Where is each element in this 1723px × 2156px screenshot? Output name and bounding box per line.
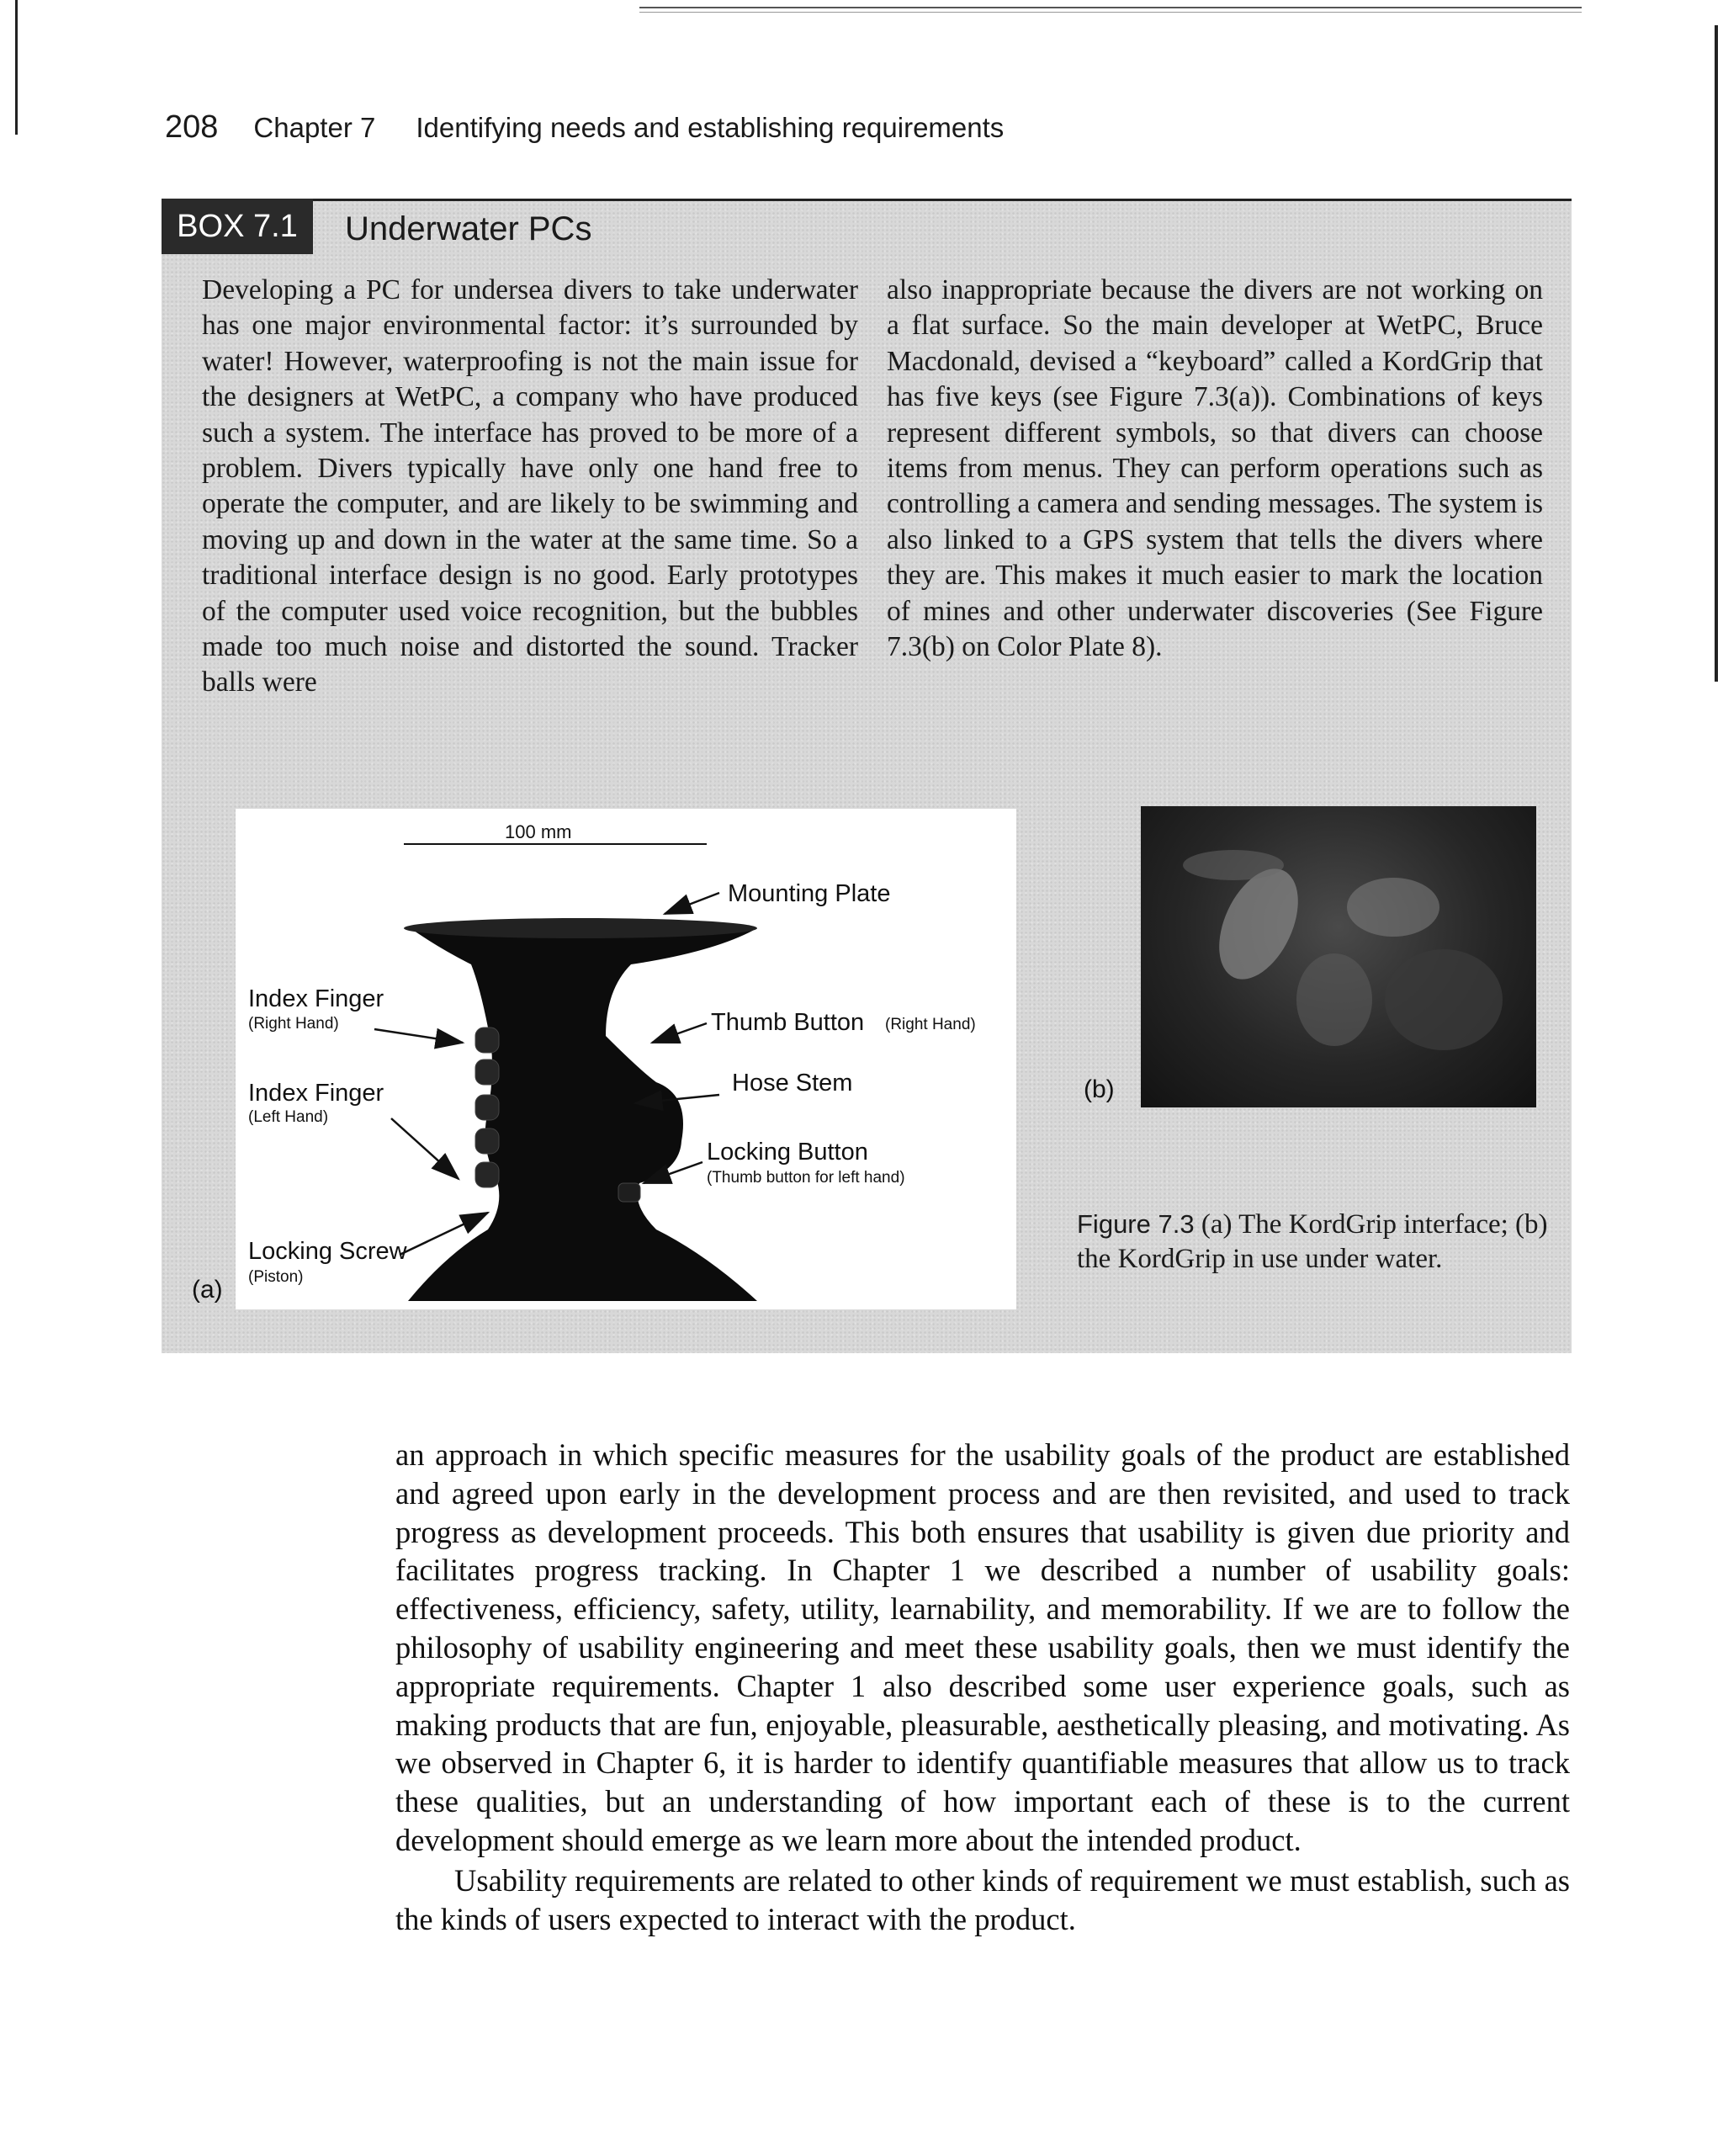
label-thumb-button-sub: (Right Hand) — [885, 1016, 976, 1033]
body-paragraph-2: Usability requirements are related to other kinds of requirement we must establish, such as the kinds of users expected to interact with the product. — [395, 1862, 1570, 1936]
panel-label-a: (a) — [192, 1276, 223, 1304]
kordgrip-drawing — [236, 809, 1016, 1309]
top-rule-thin — [639, 12, 1582, 13]
box-title: Underwater PCs — [345, 210, 592, 247]
label-locking-button-sub: (Thumb button for left hand) — [707, 1169, 905, 1187]
label-locking-screw-sub: (Piston) — [248, 1268, 304, 1286]
label-locking-button: Locking Button — [707, 1139, 868, 1166]
figure-kordgrip-diagram — [236, 809, 1016, 1309]
scale-label: 100 mm — [505, 821, 572, 842]
panel-label-b: (b) — [1084, 1075, 1115, 1103]
box-7-1 — [162, 199, 1572, 1353]
box-tag: BOX 7.1 — [162, 199, 313, 254]
key-5 — [475, 1162, 499, 1187]
key-2 — [475, 1059, 499, 1085]
kordgrip-body — [408, 927, 757, 1301]
arrow-index-left — [391, 1118, 459, 1179]
figure-kordgrip-photo — [1141, 806, 1536, 1107]
photo-placeholder — [1141, 806, 1536, 1107]
left-margin-line — [15, 0, 18, 135]
box-column-right: also inappropriate because the divers are not working on a flat surface. So the main developer at WetPC, Bruce Macdonald, devised a “keyboard” called a KordGrip that has five keys (see Figure 7.3(a)). Combinations of keys represent different symbols, so that divers can choose items from menus. They can perform operations such as controlling a camera and sending messages. The system is also linked to a GPS system that tells the divers where they are. This makes it much easier to mark the location of mines and other underwater discoveries (See Figure 7.3(b) on Color Plate 8). — [887, 274, 1543, 663]
chapter-label: Chapter 7 — [253, 112, 376, 143]
key-3 — [475, 1095, 499, 1120]
right-margin-line — [1715, 25, 1718, 682]
label-locking-screw: Locking Screw — [248, 1238, 407, 1265]
label-index-finger-right: Index Finger — [248, 985, 384, 1012]
label-index-finger-right-sub: (Right Hand) — [248, 1015, 339, 1033]
box-top-rule — [162, 199, 1572, 201]
label-hose-stem: Hose Stem — [732, 1070, 853, 1097]
page-number: 208 — [165, 109, 219, 145]
label-index-finger-left: Index Finger — [248, 1080, 384, 1107]
top-rule — [639, 7, 1582, 8]
locking-button-shape — [618, 1183, 640, 1202]
chapter-title: Identifying needs and establishing requirements — [416, 112, 1005, 143]
running-head — [165, 109, 1004, 160]
body-text — [395, 1436, 1570, 1938]
label-index-finger-left-sub: (Left Hand) — [248, 1108, 329, 1126]
label-mounting-plate: Mounting Plate — [728, 880, 891, 907]
label-thumb-button: Thumb Button — [711, 1009, 865, 1036]
key-4 — [475, 1128, 499, 1154]
figure-caption — [1077, 1207, 1548, 1277]
mounting-plate-top — [404, 918, 757, 938]
caption-label: Figure 7.3 — [1077, 1209, 1195, 1239]
arrow-mounting-plate — [665, 893, 719, 914]
arrow-index-right — [374, 1029, 463, 1043]
body-paragraph-1: an approach in which specific measures for the usability goals of the product are established and agreed upon early in the development process and are then revisited, and used to track progress as development proceeds. This both ensures that usability is given due priority and facilitates progress tracking. In Chapter 1 we described a number of usability goals: effectiveness, efficiency, safety, utility, learnability, and memorability. If we are to follow the philosophy of usability engineering and meet these usability goals, then we must identify the appropriate requirements. Chapter 1 also described some user experience goals, such as making products that are fun, enjoyable, pleasurable, aesthetically pleasing, and motivating. As we observed in Chapter 6, it is harder to identify quantifiable measures that allow us to track these qualities, but an understanding of how important each of these is to the current development should emerge as we learn more about the intended product. — [395, 1437, 1570, 1857]
key-1 — [475, 1028, 499, 1053]
caption-text: (a) The KordGrip interface; (b) the KordGrip in use under water. — [1077, 1209, 1548, 1274]
arrow-thumb-button — [652, 1023, 707, 1043]
box-column-left: Developing a PC for undersea divers to take underwater has one major environmental factor: it’s surrounded by water! However, waterproofing is not the main issue for the designers at WetPC, a company who have produced such a system. The interface has proved to be more of a problem. Divers typically have only one hand free to operate the computer, and are likely to be swimming and moving up and down in the water at the same time. So a traditional interface design is no good. Early prototypes of the computer used voice recognition, but the bubbles made too much noise and distorted the sound. Tracker balls were — [202, 274, 858, 698]
